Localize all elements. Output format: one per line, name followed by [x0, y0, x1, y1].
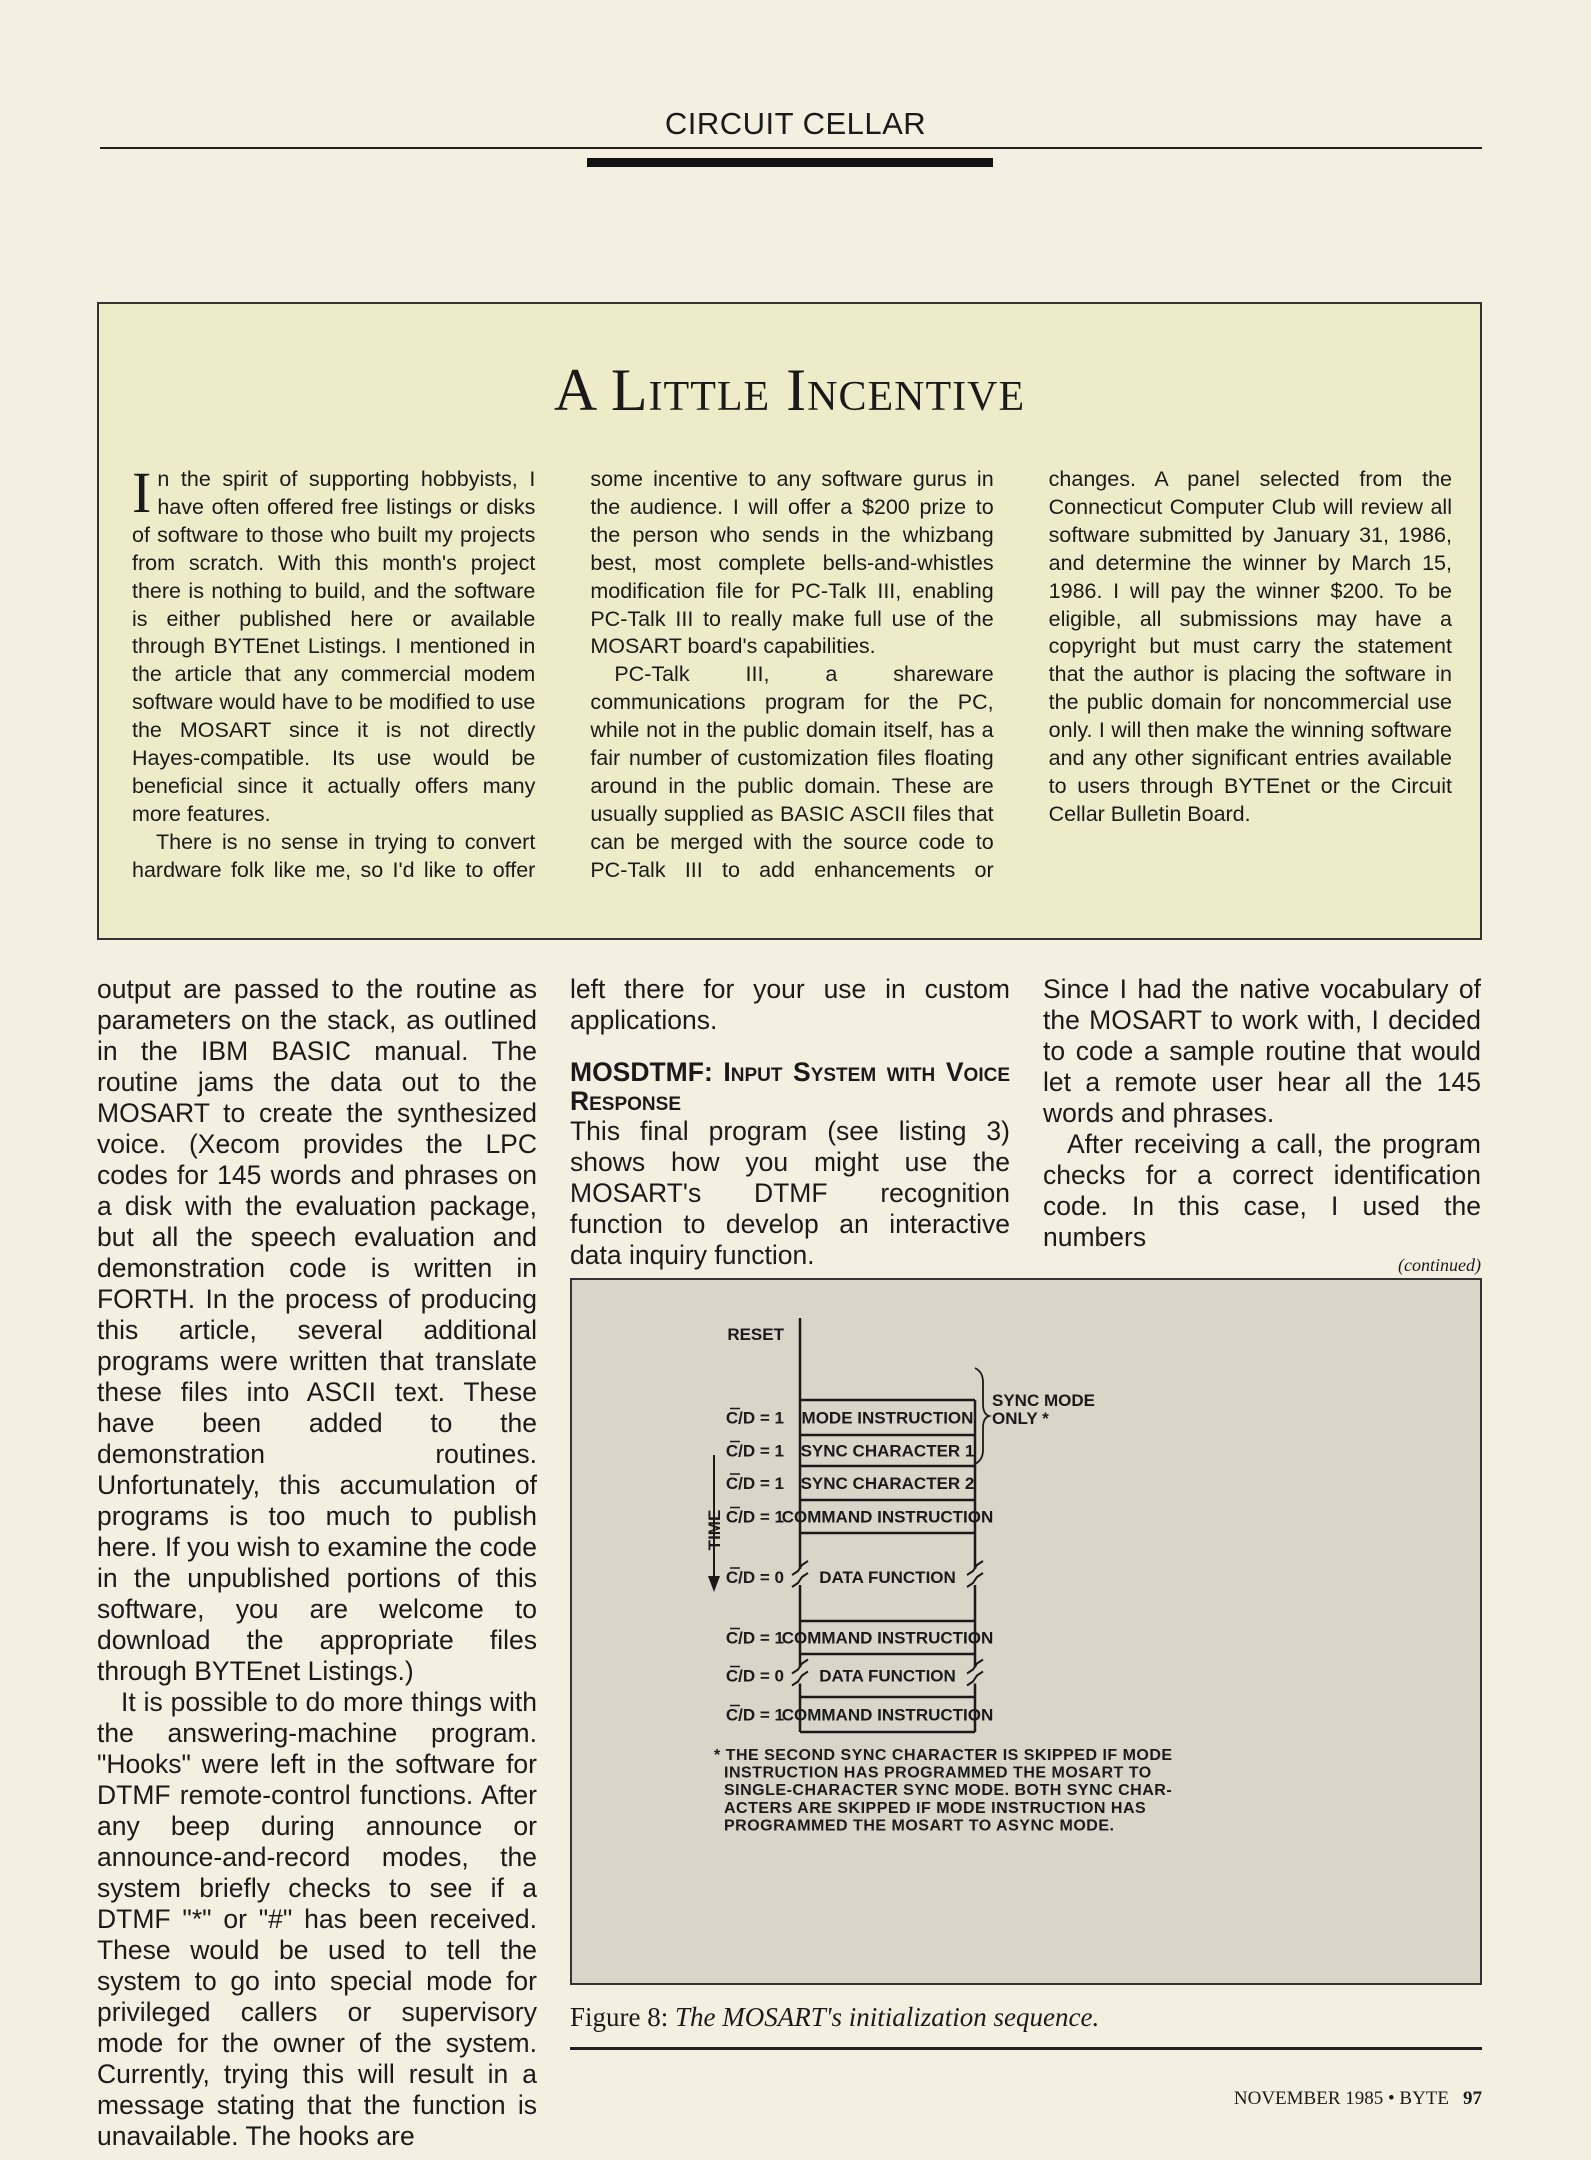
article-paragraph: Since I had the native vocabulary of the MOSART to work with, I decided to code a sample routine that would let a remote user hear all the 145 words and phrases. — [1043, 974, 1481, 1128]
article-column-1 — [97, 974, 537, 2152]
row-label: SYNC CHARACTER 1 — [800, 1441, 975, 1461]
footnote-line: * THE SECOND SYNC CHARACTER IS SKIPPED IF MODE — [714, 1747, 1173, 1764]
signal-label: C/D = 1 — [725, 1628, 784, 1648]
header-bar — [587, 158, 993, 167]
page-footer — [1000, 2088, 1482, 2110]
footnote-line: INSTRUCTION HAS PROGRAMMED THE MOSART TO — [724, 1764, 1152, 1782]
signal-label: C/D = 0 — [725, 1568, 784, 1587]
signal-label: C/D = 1 — [725, 1705, 784, 1725]
sidebar-title: A Little Incentive — [553, 357, 1026, 423]
caption-text: The MOSART's initialization sequence. — [675, 2002, 1100, 2032]
figure-caption — [570, 2002, 1099, 2033]
sidebar-paragraph: There is no sense in trying to convert hardware folk like me, so I'd like to offer some incentive to any software gurus in the audience. I will offer a $200 prize to the person who sends in the whizbang best, most complete bells-and-whistles modification file for PC-Talk III, enabling PC-Talk III to really make full use of the MOSART board's capabilities. — [132, 467, 994, 882]
sidebar-paragraph: PC-Talk III, a shareware communications program for the PC, while not in the public domain itself, has a fair number of customization files floating around in the public domain. These are usually supplied as BASIC ASCII files that can be merged with the source code to PC-Talk III to add enhancements or changes. A panel selected from the Connecticut Computer Club will review all software submitted by January 31, 1986, and determine the winner by March 15, 1986. I will pay the winner $200. To be eligible, all submissions may have a copyright but must carry the statement that the author is placing the software in the public domain for noncommercial use only. I will then make the winning software and any other significant entries available to users through BYTEnet or the Circuit Cellar Bulletin Board. — [590, 467, 1452, 882]
sidebar-paragraph-text: n the spirit of supporting hobbyists, I have often offered free listings or disks of software to those who built my projects from scratch. With this month's project there is nothing to build, and the software is either published here or available through BYTEnet Listings. I mentioned in the article that any commercial modem software would have to be modified to use the MOSART since it is not directly Hayes-compatible. Its use would be beneficial since it actually offers many more features. — [132, 467, 536, 826]
row-label: COMMAND INSTRUCTION — [781, 1705, 994, 1725]
row-label: SYNC CHARACTER 2 — [800, 1474, 975, 1493]
sync-mode-only-label: ONLY * — [992, 1409, 1049, 1428]
article-paragraph: This final program (see listing 3) shows how you might use the MOSART's DTMF recognition function to develop an interactive data inquiry function. — [570, 1116, 1010, 1270]
footnote-line: PROGRAMMED THE MOSART TO ASYNC MODE. — [724, 1817, 1115, 1835]
figure-8-diagram — [570, 1278, 1482, 1985]
time-label: TIME — [705, 1509, 724, 1551]
row-label: COMMAND INSTRUCTION — [781, 1507, 994, 1527]
issue-label: NOVEMBER 1985 • BYTE — [1233, 2088, 1449, 2109]
row-label: DATA FUNCTION — [819, 1568, 956, 1587]
sequence-row — [726, 1533, 983, 1621]
article-paragraph: left there for your use in custom applications. — [570, 974, 1010, 1035]
caption-rule — [570, 2047, 1482, 2050]
signal-label: C/D = 1 — [725, 1507, 784, 1527]
section-heading: MOSDTMF: Input System with Voice Response — [570, 1057, 1010, 1116]
row-label: DATA FUNCTION — [819, 1666, 956, 1686]
reset-label: RESET — [727, 1325, 784, 1344]
sequence-row — [726, 1435, 975, 1466]
signal-label: C/D = 1 — [725, 1474, 784, 1493]
sequence-row — [726, 1500, 993, 1533]
continued-note: (continued) — [1398, 1255, 1481, 1275]
section-title: CIRCUIT CELLAR — [664, 106, 927, 141]
article-column-3 — [1043, 974, 1481, 1277]
signal-label: C/D = 0 — [725, 1666, 784, 1686]
sequence-row — [726, 1654, 983, 1697]
footnote-line: SINGLE-CHARACTER SYNC MODE. BOTH SYNC CHAR- — [724, 1782, 1173, 1800]
article-paragraph: It is possible to do more things with the answering-machine program. "Hooks" were left in the software for DTMF remote-control functions. After any beep during announce or announce-and-record modes, the system briefly checks to see if a DTMF "*" or "#" has been received. These would be used to tell the system to go into special mode for privileged callers or supervisory mode for the owner of the system. Currently, trying this will result in a message stating that the function is unavailable. The hooks are — [97, 1687, 537, 2151]
row-label: COMMAND INSTRUCTION — [781, 1628, 994, 1648]
article-paragraph: After receiving a call, the program checks for a correct identification code. In this case, I used the numbers — [1043, 1129, 1481, 1252]
footnote-line: ACTERS ARE SKIPPED IF MODE INSTRUCTION HAS — [724, 1799, 1147, 1817]
signal-label: C/D = 1 — [725, 1408, 784, 1428]
caption-label: Figure 8: — [570, 2002, 669, 2032]
sidebar-paragraph — [132, 460, 536, 829]
page-number: 97 — [1463, 2088, 1482, 2109]
sequence-row — [726, 1400, 975, 1435]
sidebar-text — [132, 460, 1452, 885]
sidebar-box — [97, 302, 1482, 940]
drop-cap: I — [132, 460, 152, 525]
sync-brace — [975, 1368, 989, 1464]
initialization-sequence-diagram — [572, 1280, 1484, 1987]
row-label: MODE INSTRUCTION — [801, 1408, 974, 1428]
article-column-2 — [570, 974, 1010, 1271]
signal-label: C/D = 1 — [725, 1441, 784, 1461]
sequence-row — [726, 1697, 993, 1732]
sequence-row — [726, 1466, 975, 1500]
sequence-row — [726, 1621, 993, 1654]
time-arrow-head — [708, 1576, 720, 1592]
header-rule — [100, 147, 1482, 149]
sync-mode-label: SYNC MODE — [992, 1391, 1095, 1410]
article-paragraph: output are passed to the routine as parameters on the stack, as outlined in the IBM BASIC manual. The routine jams the data out to the MOSART to create the synthesized voice. (Xecom provides the LPC codes for 145 words and phrases on a disk with the evaluation package, but all the speech evaluation and demonstration code is written in FORTH. In the process of producing this article, several additional programs were written that translate these files into ASCII text. These have been added to the demonstration routines. Unfortunately, this accumulation of programs is too much to publish here. If you wish to examine the code in the unpublished portions of this software, you are welcome to download the appropriate files through BYTEnet Listings.) — [97, 974, 537, 1686]
